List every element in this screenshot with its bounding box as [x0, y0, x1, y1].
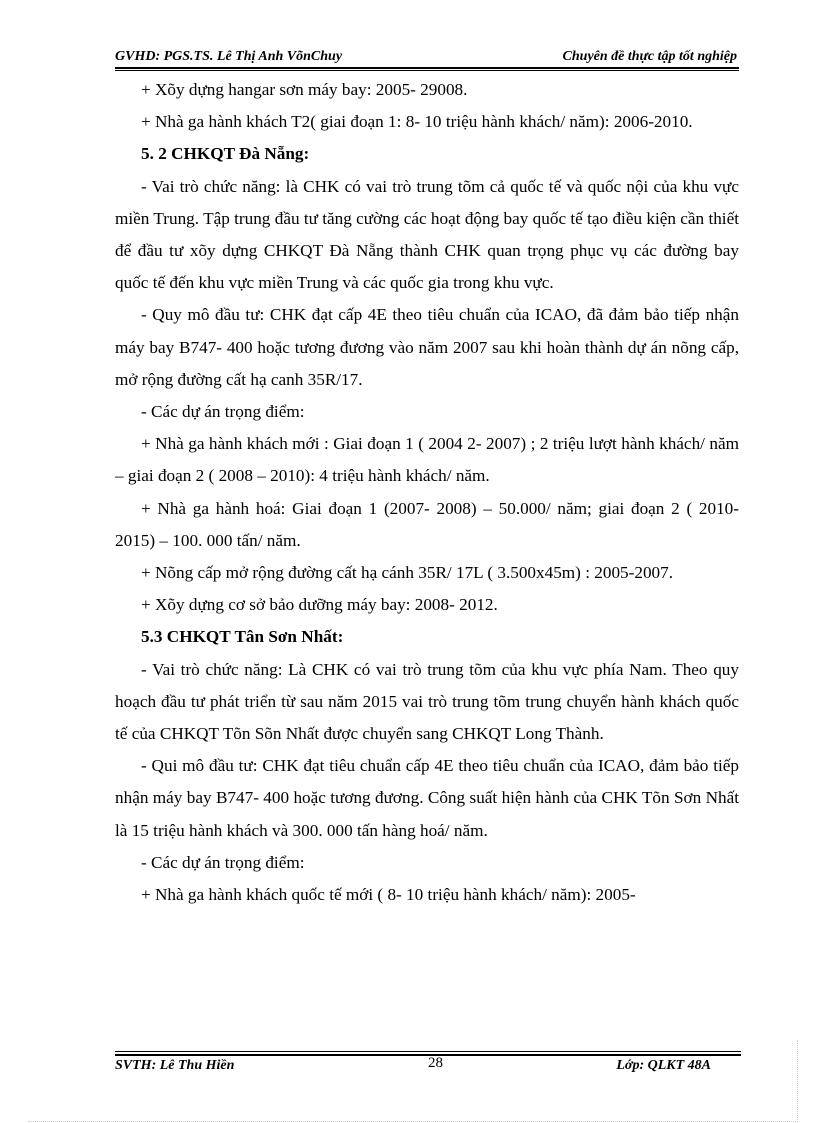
footer-rule [115, 1051, 741, 1052]
page-number: 28 [428, 1055, 443, 1071]
header-rule [115, 67, 739, 69]
paragraph: + Nõng cấp mở rộng đường cất hạ cánh 35R/ 17L ( 3.500x45m) : 2005-2007. [141, 563, 674, 583]
paragraph: + Nhà ga hành khách quốc tế mới ( 8- 10 triệu hành khách/ năm): 2005- [141, 885, 636, 905]
paragraph: + Xõy dựng cơ sở bảo dưỡng máy bay: 2008- 2012. [141, 595, 498, 615]
paragraph: - Vai trò chức năng: Là CHK có vai trò trung tõm của khu vực phía Nam. Theo quy hoạch đầu tư phát triển từ sau năm 2015 vai trò trung tõm trung chuyển hành khách quốc tế của CHKQT Tõn Sõn Nhất được chuyển sang CHKQT Long Thành. [115, 659, 739, 744]
paragraph: + Nhà ga hành khách T2( giai đoạn 1: 8- 10 triệu hành khách/ năm): 2006-2010. [141, 112, 693, 132]
section-heading: 5.3 CHKQT Tân Sơn Nhất: [141, 627, 344, 647]
paragraph: - Quy mô đầu tư: CHK đạt cấp 4E theo tiêu chuẩn của ICAO, đã đảm bảo tiếp nhận máy bay B747- 400 hoặc tương đương vào năm 2007 sau khi hoàn thành dự án nõng cấp, mở rộng đường cất hạ canh 35R/17. [115, 305, 739, 389]
footer-student: SVTH: Lê Thu Hiền [115, 1058, 235, 1073]
paragraph: + Xõy dựng hangar sơn máy bay: 2005- 29008. [141, 80, 468, 99]
page-header [115, 48, 737, 68]
paragraph: - Các dự án trọng điểm: [141, 852, 305, 872]
header-title: Chuyên đề thực tập tốt nghiệp [562, 49, 737, 64]
page-edge-dots [28, 1121, 798, 1122]
paragraph: - Các dự án trọng điểm: [141, 402, 305, 422]
page-edge-line [797, 1040, 798, 1120]
page-footer [115, 1056, 739, 1076]
paragraph: - Qui mô đầu tư: CHK đạt tiêu chuẩn cấp 4E theo tiêu chuẩn của ICAO, đảm bảo tiếp nhận máy bay B747- 400 hoặc tương đương. Công suất hiện hành của CHK Tõn Sơn Nhất là 15 triệu hành khách và 300. 000 tấn hàng hoá/ năm. [115, 756, 739, 840]
footer-class: Lớp: QLKT 48A [616, 1058, 711, 1073]
paragraph: + Nhà ga hành khách mới : Giai đoạn 1 ( 2004 2- 2007) ; 2 triệu lượt hành khách/ năm – giai đoạn 2 ( 2008 – 2010): 4 triệu hành khách/ năm. [115, 434, 739, 486]
header-advisor: GVHD: PGS.TS. Lê Thị Anh VõnChuy [115, 49, 343, 64]
paragraph: - Vai trò chức năng: là CHK có vai trò trung tõm cả quốc tế và quốc nội của khu vực miền Trung. Tập trung đầu tư tăng cường các hoạt động bay quốc tế tạo điều kiện cần thiết để đầu tư xõy dựng CHKQT Đà Nẵng thành CHK quan trọng phục vụ các đường bay quốc tế đến khu vực miền Trung và các quốc gia trong khu vực. [115, 176, 739, 293]
header-rule [115, 70, 739, 71]
section-heading: 5. 2 CHKQT Đà Nẵng: [141, 144, 310, 164]
document-body [115, 74, 739, 911]
paragraph: + Nhà ga hành hoá: Giai đoạn 1 (2007- 2008) – 50.000/ năm; giai đoạn 2 ( 2010- 2015) – 100. 000 tấn/ năm. [115, 498, 739, 550]
